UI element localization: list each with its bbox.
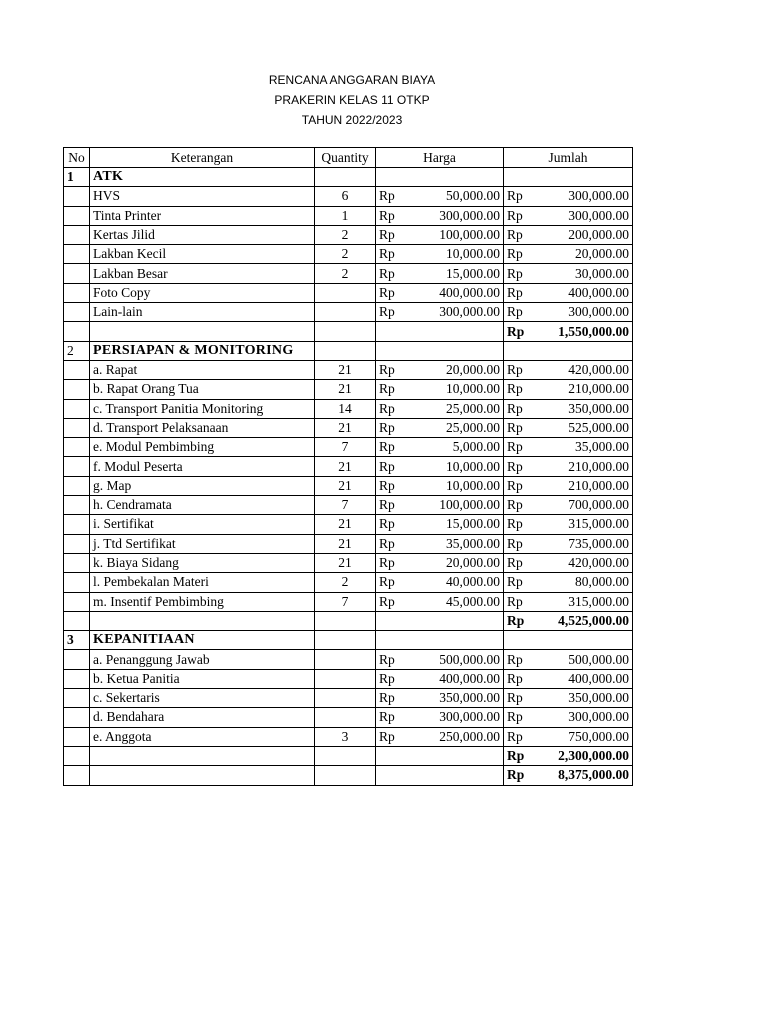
item-jumlah: 35,000.00 bbox=[534, 438, 633, 457]
table-row bbox=[64, 438, 633, 457]
item-quantity: 21 bbox=[315, 515, 376, 534]
jumlah-currency: Rp bbox=[504, 380, 534, 399]
jumlah-currency: Rp bbox=[504, 650, 534, 669]
header-quantity: Quantity bbox=[315, 148, 376, 168]
empty-cell bbox=[90, 611, 315, 630]
jumlah-currency: Rp bbox=[504, 669, 534, 688]
harga-currency: Rp bbox=[376, 476, 406, 495]
grand-total-value: 8,375,000.00 bbox=[534, 766, 633, 785]
item-quantity bbox=[315, 689, 376, 708]
empty-cell bbox=[315, 611, 376, 630]
item-harga: 20,000.00 bbox=[406, 360, 504, 379]
harga-currency: Rp bbox=[376, 515, 406, 534]
jumlah-currency: Rp bbox=[504, 496, 534, 515]
table-row bbox=[64, 225, 633, 244]
jumlah-currency: Rp bbox=[504, 689, 534, 708]
item-description: Kertas Jilid bbox=[90, 225, 315, 244]
harga-currency: Rp bbox=[376, 380, 406, 399]
empty-cell bbox=[315, 168, 376, 187]
item-harga: 50,000.00 bbox=[406, 187, 504, 206]
item-quantity: 21 bbox=[315, 476, 376, 495]
harga-currency: Rp bbox=[376, 283, 406, 302]
item-harga: 5,000.00 bbox=[406, 438, 504, 457]
harga-currency: Rp bbox=[376, 225, 406, 244]
subtotal-row bbox=[64, 322, 633, 341]
jumlah-currency: Rp bbox=[504, 399, 534, 418]
harga-currency: Rp bbox=[376, 534, 406, 553]
item-quantity: 2 bbox=[315, 573, 376, 592]
table-row bbox=[64, 476, 633, 495]
empty-cell bbox=[376, 631, 504, 650]
item-description: j. Ttd Sertifikat bbox=[90, 534, 315, 553]
subtotal-value: 4,525,000.00 bbox=[534, 611, 633, 630]
item-quantity: 2 bbox=[315, 264, 376, 283]
item-description: c. Transport Panitia Monitoring bbox=[90, 399, 315, 418]
empty-cell bbox=[376, 611, 504, 630]
item-quantity: 21 bbox=[315, 534, 376, 553]
item-quantity: 7 bbox=[315, 496, 376, 515]
table-row bbox=[64, 303, 633, 322]
subtotal-currency: Rp bbox=[504, 322, 534, 341]
subtotal-row bbox=[64, 746, 633, 765]
row-number-cell bbox=[64, 727, 90, 746]
item-jumlah: 500,000.00 bbox=[534, 650, 633, 669]
item-description: Lakban Kecil bbox=[90, 245, 315, 264]
item-jumlah: 300,000.00 bbox=[534, 708, 633, 727]
table-row bbox=[64, 592, 633, 611]
table-row bbox=[64, 283, 633, 302]
header-harga: Harga bbox=[376, 148, 504, 168]
item-quantity: 1 bbox=[315, 206, 376, 225]
item-quantity: 7 bbox=[315, 592, 376, 611]
item-description: m. Insentif Pembimbing bbox=[90, 592, 315, 611]
item-quantity: 21 bbox=[315, 553, 376, 572]
empty-cell bbox=[64, 322, 90, 341]
item-jumlah: 735,000.00 bbox=[534, 534, 633, 553]
item-jumlah: 420,000.00 bbox=[534, 360, 633, 379]
item-jumlah: 400,000.00 bbox=[534, 283, 633, 302]
empty-cell bbox=[315, 341, 376, 360]
title-line-2: PRAKERIN KELAS 11 OTKP bbox=[274, 93, 430, 107]
item-jumlah: 750,000.00 bbox=[534, 727, 633, 746]
item-harga: 300,000.00 bbox=[406, 303, 504, 322]
item-harga: 300,000.00 bbox=[406, 708, 504, 727]
jumlah-currency: Rp bbox=[504, 708, 534, 727]
row-number-cell bbox=[64, 689, 90, 708]
item-quantity: 2 bbox=[315, 245, 376, 264]
empty-cell bbox=[315, 631, 376, 650]
item-description: d. Bendahara bbox=[90, 708, 315, 727]
section-header-row bbox=[64, 631, 633, 650]
item-harga: 10,000.00 bbox=[406, 245, 504, 264]
title-line-3: TAHUN 2022/2023 bbox=[301, 113, 403, 127]
row-number-cell bbox=[64, 380, 90, 399]
jumlah-currency: Rp bbox=[504, 187, 534, 206]
harga-currency: Rp bbox=[376, 360, 406, 379]
harga-currency: Rp bbox=[376, 592, 406, 611]
harga-currency: Rp bbox=[376, 264, 406, 283]
item-quantity: 14 bbox=[315, 399, 376, 418]
subtotal-currency: Rp bbox=[504, 611, 534, 630]
jumlah-currency: Rp bbox=[504, 264, 534, 283]
row-number-cell bbox=[64, 187, 90, 206]
empty-cell bbox=[504, 631, 633, 650]
row-number-cell bbox=[64, 303, 90, 322]
row-number-cell bbox=[64, 399, 90, 418]
table-row bbox=[64, 669, 633, 688]
harga-currency: Rp bbox=[376, 553, 406, 572]
row-number-cell bbox=[64, 496, 90, 515]
item-description: g. Map bbox=[90, 476, 315, 495]
header-jumlah: Jumlah bbox=[504, 148, 633, 168]
row-number-cell bbox=[64, 245, 90, 264]
item-description: b. Rapat Orang Tua bbox=[90, 380, 315, 399]
harga-currency: Rp bbox=[376, 496, 406, 515]
item-quantity bbox=[315, 669, 376, 688]
item-description: HVS bbox=[90, 187, 315, 206]
harga-currency: Rp bbox=[376, 573, 406, 592]
item-description: e. Anggota bbox=[90, 727, 315, 746]
empty-cell bbox=[376, 766, 504, 785]
item-harga: 350,000.00 bbox=[406, 689, 504, 708]
grand-total-currency: Rp bbox=[504, 766, 534, 785]
empty-cell bbox=[315, 322, 376, 341]
item-harga: 15,000.00 bbox=[406, 515, 504, 534]
table-row bbox=[64, 418, 633, 437]
empty-cell bbox=[90, 746, 315, 765]
item-description: b. Ketua Panitia bbox=[90, 669, 315, 688]
table-row bbox=[64, 573, 633, 592]
item-quantity: 2 bbox=[315, 225, 376, 244]
item-jumlah: 300,000.00 bbox=[534, 303, 633, 322]
harga-currency: Rp bbox=[376, 669, 406, 688]
table-row bbox=[64, 727, 633, 746]
item-harga: 10,000.00 bbox=[406, 380, 504, 399]
jumlah-currency: Rp bbox=[504, 534, 534, 553]
row-number-cell bbox=[64, 573, 90, 592]
empty-cell bbox=[504, 168, 633, 187]
harga-currency: Rp bbox=[376, 245, 406, 264]
harga-currency: Rp bbox=[376, 708, 406, 727]
item-description: Lain-lain bbox=[90, 303, 315, 322]
row-number-cell bbox=[64, 669, 90, 688]
table-row bbox=[64, 399, 633, 418]
item-quantity bbox=[315, 708, 376, 727]
table-body bbox=[64, 168, 633, 786]
jumlah-currency: Rp bbox=[504, 553, 534, 572]
section-number: 2 bbox=[64, 341, 90, 360]
empty-cell bbox=[376, 168, 504, 187]
item-harga: 250,000.00 bbox=[406, 727, 504, 746]
jumlah-currency: Rp bbox=[504, 476, 534, 495]
item-harga: 20,000.00 bbox=[406, 553, 504, 572]
empty-cell bbox=[504, 341, 633, 360]
item-description: c. Sekertaris bbox=[90, 689, 315, 708]
jumlah-currency: Rp bbox=[504, 360, 534, 379]
empty-cell bbox=[315, 766, 376, 785]
item-description: a. Rapat bbox=[90, 360, 315, 379]
grand-total-row bbox=[64, 766, 633, 785]
row-number-cell bbox=[64, 553, 90, 572]
row-number-cell bbox=[64, 438, 90, 457]
empty-cell bbox=[376, 341, 504, 360]
item-jumlah: 300,000.00 bbox=[534, 187, 633, 206]
subtotal-currency: Rp bbox=[504, 746, 534, 765]
section-header-row bbox=[64, 341, 633, 360]
item-harga: 400,000.00 bbox=[406, 283, 504, 302]
section-number: 3 bbox=[64, 631, 90, 650]
empty-cell bbox=[64, 766, 90, 785]
jumlah-currency: Rp bbox=[504, 206, 534, 225]
table-row bbox=[64, 264, 633, 283]
harga-currency: Rp bbox=[376, 399, 406, 418]
item-harga: 400,000.00 bbox=[406, 669, 504, 688]
row-number-cell bbox=[64, 650, 90, 669]
item-harga: 500,000.00 bbox=[406, 650, 504, 669]
item-jumlah: 315,000.00 bbox=[534, 592, 633, 611]
subtotal-row bbox=[64, 611, 633, 630]
item-description: f. Modul Peserta bbox=[90, 457, 315, 476]
row-number-cell bbox=[64, 476, 90, 495]
harga-currency: Rp bbox=[376, 727, 406, 746]
empty-cell bbox=[376, 746, 504, 765]
item-quantity bbox=[315, 303, 376, 322]
jumlah-currency: Rp bbox=[504, 303, 534, 322]
table-row bbox=[64, 187, 633, 206]
table-row bbox=[64, 206, 633, 225]
item-jumlah: 525,000.00 bbox=[534, 418, 633, 437]
item-jumlah: 350,000.00 bbox=[534, 399, 633, 418]
row-number-cell bbox=[64, 206, 90, 225]
jumlah-currency: Rp bbox=[504, 438, 534, 457]
row-number-cell bbox=[64, 283, 90, 302]
table-row bbox=[64, 689, 633, 708]
item-quantity: 6 bbox=[315, 187, 376, 206]
harga-currency: Rp bbox=[376, 187, 406, 206]
row-number-cell bbox=[64, 708, 90, 727]
empty-cell bbox=[90, 322, 315, 341]
table-row bbox=[64, 380, 633, 399]
harga-currency: Rp bbox=[376, 206, 406, 225]
item-description: h. Cendramata bbox=[90, 496, 315, 515]
empty-cell bbox=[90, 766, 315, 785]
section-header-row bbox=[64, 168, 633, 187]
row-number-cell bbox=[64, 418, 90, 437]
item-description: e. Modul Pembimbing bbox=[90, 438, 315, 457]
item-jumlah: 420,000.00 bbox=[534, 553, 633, 572]
item-harga: 45,000.00 bbox=[406, 592, 504, 611]
table-header-row bbox=[64, 148, 633, 168]
item-harga: 100,000.00 bbox=[406, 496, 504, 515]
item-harga: 15,000.00 bbox=[406, 264, 504, 283]
harga-currency: Rp bbox=[376, 457, 406, 476]
budget-table bbox=[63, 147, 633, 786]
item-description: Tinta Printer bbox=[90, 206, 315, 225]
table-row bbox=[64, 245, 633, 264]
jumlah-currency: Rp bbox=[504, 245, 534, 264]
header-no: No bbox=[64, 148, 90, 168]
empty-cell bbox=[64, 746, 90, 765]
table-row bbox=[64, 515, 633, 534]
table-row bbox=[64, 708, 633, 727]
empty-cell bbox=[376, 322, 504, 341]
empty-cell bbox=[315, 746, 376, 765]
jumlah-currency: Rp bbox=[504, 457, 534, 476]
item-description: a. Penanggung Jawab bbox=[90, 650, 315, 669]
jumlah-currency: Rp bbox=[504, 283, 534, 302]
item-jumlah: 210,000.00 bbox=[534, 380, 633, 399]
item-jumlah: 700,000.00 bbox=[534, 496, 633, 515]
item-harga: 10,000.00 bbox=[406, 476, 504, 495]
item-harga: 25,000.00 bbox=[406, 399, 504, 418]
harga-currency: Rp bbox=[376, 438, 406, 457]
section-number: 1 bbox=[64, 168, 90, 187]
item-quantity: 21 bbox=[315, 380, 376, 399]
row-number-cell bbox=[64, 592, 90, 611]
item-description: l. Pembekalan Materi bbox=[90, 573, 315, 592]
harga-currency: Rp bbox=[376, 303, 406, 322]
item-quantity: 21 bbox=[315, 360, 376, 379]
jumlah-currency: Rp bbox=[504, 573, 534, 592]
item-jumlah: 210,000.00 bbox=[534, 476, 633, 495]
item-quantity bbox=[315, 283, 376, 302]
jumlah-currency: Rp bbox=[504, 727, 534, 746]
jumlah-currency: Rp bbox=[504, 515, 534, 534]
row-number-cell bbox=[64, 264, 90, 283]
item-quantity: 21 bbox=[315, 457, 376, 476]
item-jumlah: 350,000.00 bbox=[534, 689, 633, 708]
empty-cell bbox=[64, 611, 90, 630]
item-jumlah: 315,000.00 bbox=[534, 515, 633, 534]
header-keterangan: Keterangan bbox=[90, 148, 315, 168]
harga-currency: Rp bbox=[376, 418, 406, 437]
item-description: Lakban Besar bbox=[90, 264, 315, 283]
table-row bbox=[64, 496, 633, 515]
item-harga: 35,000.00 bbox=[406, 534, 504, 553]
item-jumlah: 80,000.00 bbox=[534, 573, 633, 592]
section-title: ATK bbox=[90, 168, 315, 187]
item-jumlah: 300,000.00 bbox=[534, 206, 633, 225]
item-quantity: 21 bbox=[315, 418, 376, 437]
subtotal-value: 1,550,000.00 bbox=[534, 322, 633, 341]
row-number-cell bbox=[64, 515, 90, 534]
harga-currency: Rp bbox=[376, 650, 406, 669]
item-harga: 10,000.00 bbox=[406, 457, 504, 476]
jumlah-currency: Rp bbox=[504, 592, 534, 611]
row-number-cell bbox=[64, 360, 90, 379]
section-title: PERSIAPAN & MONITORING bbox=[90, 341, 315, 360]
row-number-cell bbox=[64, 225, 90, 244]
harga-currency: Rp bbox=[376, 689, 406, 708]
section-title: KEPANITIAAN bbox=[90, 631, 315, 650]
item-quantity bbox=[315, 650, 376, 669]
item-jumlah: 30,000.00 bbox=[534, 264, 633, 283]
row-number-cell bbox=[64, 457, 90, 476]
item-description: Foto Copy bbox=[90, 283, 315, 302]
table-row bbox=[64, 553, 633, 572]
item-quantity: 3 bbox=[315, 727, 376, 746]
jumlah-currency: Rp bbox=[504, 418, 534, 437]
title-line-1: RENCANA ANGGARAN BIAYA bbox=[268, 73, 436, 87]
row-number-cell bbox=[64, 534, 90, 553]
item-harga: 25,000.00 bbox=[406, 418, 504, 437]
table-row bbox=[64, 650, 633, 669]
table-row bbox=[64, 457, 633, 476]
table-row bbox=[64, 360, 633, 379]
item-description: d. Transport Pelaksanaan bbox=[90, 418, 315, 437]
item-description: k. Biaya Sidang bbox=[90, 553, 315, 572]
item-jumlah: 400,000.00 bbox=[534, 669, 633, 688]
item-description: i. Sertifikat bbox=[90, 515, 315, 534]
item-jumlah: 20,000.00 bbox=[534, 245, 633, 264]
document-title-block bbox=[0, 70, 704, 130]
table-row bbox=[64, 534, 633, 553]
item-quantity: 7 bbox=[315, 438, 376, 457]
item-jumlah: 200,000.00 bbox=[534, 225, 633, 244]
subtotal-value: 2,300,000.00 bbox=[534, 746, 633, 765]
item-jumlah: 210,000.00 bbox=[534, 457, 633, 476]
item-harga: 100,000.00 bbox=[406, 225, 504, 244]
jumlah-currency: Rp bbox=[504, 225, 534, 244]
item-harga: 40,000.00 bbox=[406, 573, 504, 592]
item-harga: 300,000.00 bbox=[406, 206, 504, 225]
